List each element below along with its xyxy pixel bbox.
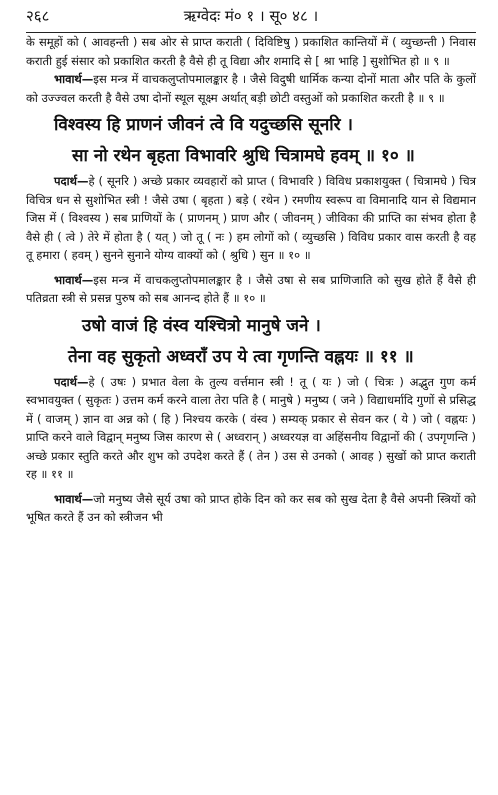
padartha-label: पदार्थ— (54, 374, 89, 389)
bhavartha-text: इस मन्त्र में वाचकलुप्तोपमालङ्कार है । जैसे विदुषी धार्मिक कन्या दोनों माता और पति के कुलों को उज्ज्वल करती है वैसे उषा दोनों स्थूल सूक्ष्म अर्थात् बड़ी छोटी वस्तुओं को प्रकाशित करती है ॥ ९ ॥ (26, 72, 476, 105)
bhavartha-text: जो मनुष्य जैसे सूर्य उषा को प्राप्त होके दिन को कर सब को सुख देता है वैसे अपनी स्त्रियों को भूषित करते हैं उन को स्त्रीजन भी (26, 491, 476, 524)
running-title: ऋग्वेदः मं० १ । सू० ४८ । (183, 7, 319, 25)
mantra-10-line-2: सा नो रथेन बृहता विभावरि श्रुधि चित्रामघे हवम् ॥ १० ॥ (72, 146, 415, 166)
bhavartha-9 (26, 70, 476, 107)
bhavartha-label: भावार्थ— (54, 72, 94, 86)
mantra-11-line-2: तेना वह सुकृतो अध्वराँ उप ये त्वा गृणन्ति वह्नयः ॥ ११ ॥ (68, 346, 414, 367)
bhavartha-10 (26, 271, 476, 308)
mantra-11-line-1: उषो वाजं हि वंस्व यश्चित्रो मानुषे जने । (82, 315, 321, 336)
padartha-label: पदार्थ— (54, 174, 89, 188)
bhavartha-label: भावार्थ— (54, 491, 94, 506)
padartha-text: हे ( उषः ) प्रभात वेला के तुल्य वर्त्तमान स्त्री ! तू ( यः ) जो ( चित्रः ) अद्भुत गुण कर्म स्वभावयुक्त ( सुकृतः ) उत्तम कर्म करने वाला तेरा पति है ( मानुषे ) मनुष्य ( जने ) विद्याधर्मादि गुणों से प्रसिद्ध में ( वाजम् ) ज्ञान वा अन्न को ( हि ) निश्चय करके ( वंस्व ) सम्यक् प्रकार से सेवन कर ( ये ) जो ( वह्नयः ) प्राप्ति करने वाले विद्वान् मनुष्य जिस कारण से ( अध्वरान् ) अध्वरयज्ञ वा अहिंसनीय विद्वानों की ( उपगृणन्ति ) अच्छे प्रकार स्तुति करते और शुभ को उपदेश करते हैं ( तेन ) उस से उनको ( आवह ) सुखों को प्राप्त कराती रह ॥ ११ ॥ (26, 374, 476, 481)
bhavartha-11 (26, 490, 476, 527)
bhavartha-label: भावार्थ— (54, 272, 94, 287)
page-number: २६८ (26, 7, 50, 25)
padartha-10 (26, 172, 476, 265)
bhavartha-text: इस मन्त्र में वाचकलुप्तोपमालङ्कार है । जैसे उषा से सब प्राणिजाति को सुख होते हैं वैसे ही पतिव्रता स्त्री से प्रसन्न पुरुष को सब आनन्द होते हैं ॥ १० ॥ (26, 272, 476, 305)
page-header (26, 6, 476, 33)
mantra-10-line-1: विश्वस्य हि प्राणनं जीवनं त्वे वि यदुच्छसि सूनरि । (54, 115, 353, 135)
padartha-text: हे ( सूनरि ) अच्छे प्रकार व्यवहारों को प्राप्त ( विभावरि ) विविध प्रकाशयुक्त ( चित्रामघे ) चित्र विचित्र धन से सुशोभित स्त्री ! जैसे उषा ( बृहता ) बड़े ( रथेन ) रमणीय स्वरूप वा विमानादि यान से विद्यमान जिस में ( विश्वस्य ) सब प्राणियों के ( प्राणनम् ) प्राण और ( जीवनम् ) जीविका की प्राप्ति का संभव होता है वैसे ही ( त्वे ) तेरे में होता है ( यत् ) जो तू ( नः ) हम लोगों को ( व्युच्छसि ) विविध प्रकार वास करती है वह तू हमारा ( हवम् ) सुनने सुनाने योग्य वाक्यों को ( श्रुधि ) सुन ॥ १० ॥ (26, 174, 476, 262)
padartha-11 (26, 373, 476, 484)
paragraph-continuation: के समूहों को ( आवहन्ती ) सब ओर से प्राप्त कराती ( दिविष्टिषु ) प्रकाशित कान्तियों में ( व्युच्छन्ती ) निवास कराती हुई संसार को प्रकाशित करती है वैसे ही तू विद्या और शमादि से [ श्रा भाहि ] सुशोभित हो ॥ ९ ॥ (26, 35, 476, 68)
